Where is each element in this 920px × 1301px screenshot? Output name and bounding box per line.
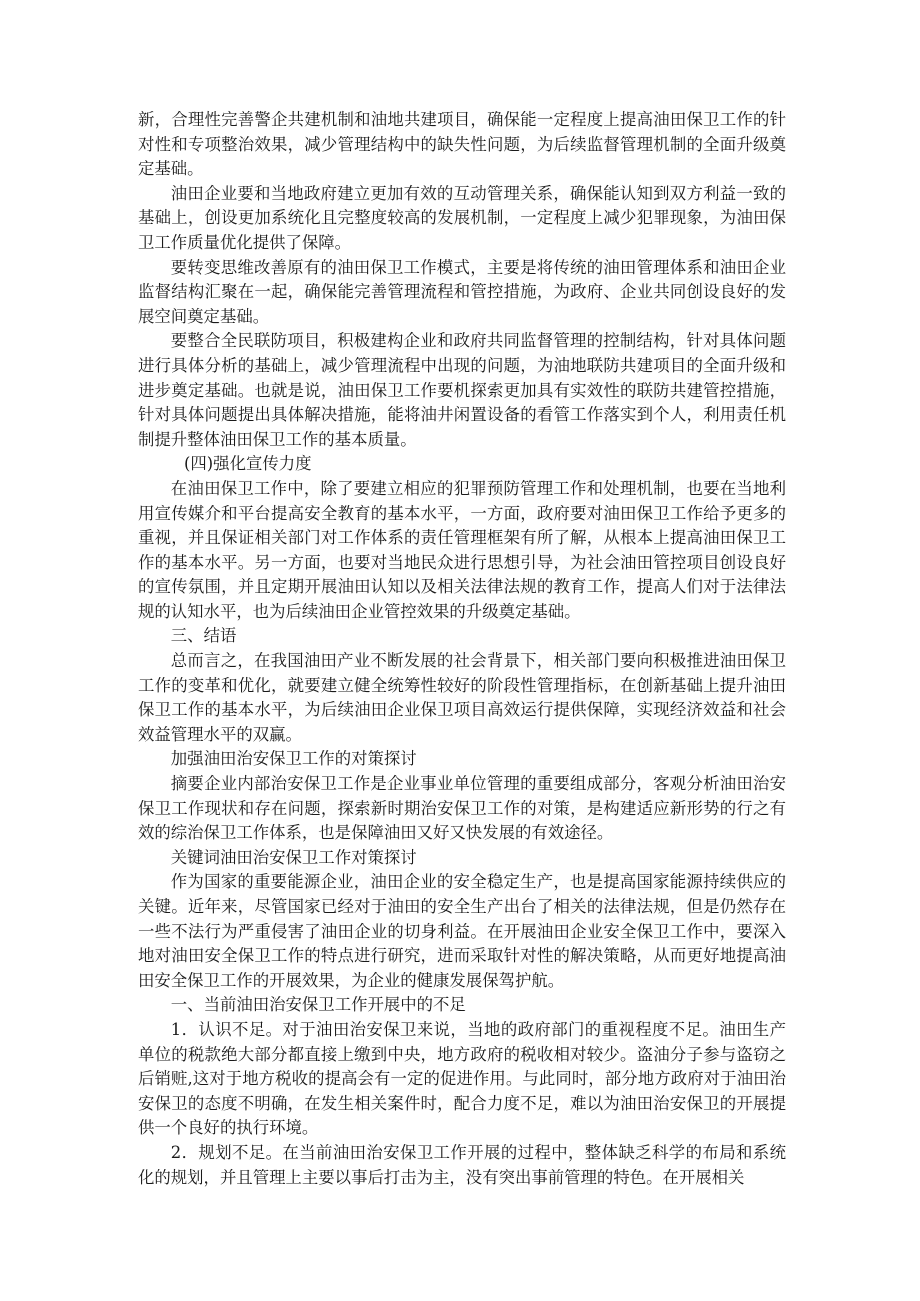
paragraph-insufficient-planning: 2．规划不足。在当前油田治安保卫工作开展的过程中，整体缺乏科学的布局和系统化的规划，并且管理上主要以事后打击为主，没有突出事前管理的特色。在开展相关 [138,1142,786,1187]
paragraph-joint-defense: 要整合全民联防项目，积极建构企业和政府共同监督管理的控制结构，针对具体问题进行具体分析的基础上，减少管理流程中出现的问题，为油地联防共建项目的全面升级和进步奠定基础。也就是说，油田保卫工作要机探索更加具有实效性的联防共建管控措施，针对具体问题提出具体解决措施，能将油井闲置设备的看管工作落实到个人，利用责任机制提升整体油田保卫工作的基本质量。 [138,331,786,449]
paragraph-conclusion: 总而言之，在我国油田产业不断发展的社会背景下，相关部门要向积极推进油田保卫工作的变革和优化，就要建立健全统筹性较好的阶段性管理指标，在创新基础上提升油田保卫工作的基本水平，为后续油田企业保卫项目高效运行提供保障，实现经济效益和社会效益管理水平的双赢。 [138,651,786,744]
paragraph-publicity: 在油田保卫工作中，除了要建立相应的犯罪预防管理工作和处理机制，也要在当地利用宣传媒介和平台提高安全教育的基本水平，一方面，政府要对油田保卫工作给予更多的重视，并且保证相关部门对工作体系的责任管理框架有所了解，从根本上提高油田保卫工作的基本水平。另一方面，也要对当地民众进行思想引导，为社会油田管控项目创设良好的宣传氛围，并且定期开展油田认知以及相关法律法规的教育工作，提高人们对于法律法规的认知水平，也为后续油田企业管控效果的升级奠定基础。 [138,478,786,621]
paragraph-abstract: 摘要企业内部治安保卫工作是企业事业单位管理的重要组成部分，客观分析油田治安保卫工作现状和存在问题，探索新时期治安保卫工作的对策，是构建适应新形势的行之有效的综治保卫工作体系，也是保障油田又好又快发展的有效途径。 [138,774,786,843]
paragraph-insufficient-awareness: 1．认识不足。对于油田治安保卫来说，当地的政府部门的重视程度不足。油田生产单位的税款绝大部分都直接上缴到中央，地方政府的税收相对较少。盗油分子参与盗窃之后销赃,这对于地方税收的提高会有一定的促进作用。与此同时，部分地方政府对于油田治安保卫的态度不明确，在发生相关案件时，配合力度不足，难以为油田治安保卫的开展提供一个良好的执行环境。 [138,1019,786,1138]
paragraph-continuation: 新，合理性完善警企共建机制和油地共建项目，确保能一定程度上提高油田保卫工作的针对性和专项整治效果，减少管理结构中的缺失性问题，为后续监督管理机制的全面升级奠定基础。 [138,110,786,179]
section-heading-publicity: (四)强化宣传力度 [184,454,312,474]
paragraph-introduction: 作为国家的重要能源企业，油田企业的安全稳定生产，也是提高国家能源持续供应的关键。近年来，尽管国家已经对于油田的安全生产出台了相关的法律法规，但是仍然存在一些不法行为严重侵害了油田企业的切身利益。在开展油田企业安全保卫工作中，要深入地对油田安全保卫工作的特点进行研究，进而采取针对性的解决策略，从而更好地提高油田安全保卫工作的开展效果，为企业的健康发展保驾护航。 [138,872,786,990]
document-page [138,108,786,1190]
paragraph-interaction-mechanism: 油田企业要和当地政府建立更加有效的互动管理关系，确保能认知到双方利益一致的基础上，创设更加系统化且完整度较高的发展机制，一定程度上减少犯罪现象，为油田保卫工作质量优化提供了保障。 [138,183,786,252]
paragraph-keywords: 关键词油田治安保卫工作对策探讨 [170,847,417,867]
section-heading-conclusion: 三、结语 [170,626,237,646]
article-title: 加强油田治安保卫工作的对策探讨 [170,749,417,769]
section-heading-shortcomings: 一、当前油田治安保卫工作开展中的不足 [170,995,466,1015]
paragraph-transform-thinking: 要转变思维改善原有的油田保卫工作模式，主要是将传统的油田管理体系和油田企业监督结构汇聚在一起，确保能完善管理流程和管控措施，为政府、企业共同创设良好的发展空间奠定基础。 [138,257,786,326]
